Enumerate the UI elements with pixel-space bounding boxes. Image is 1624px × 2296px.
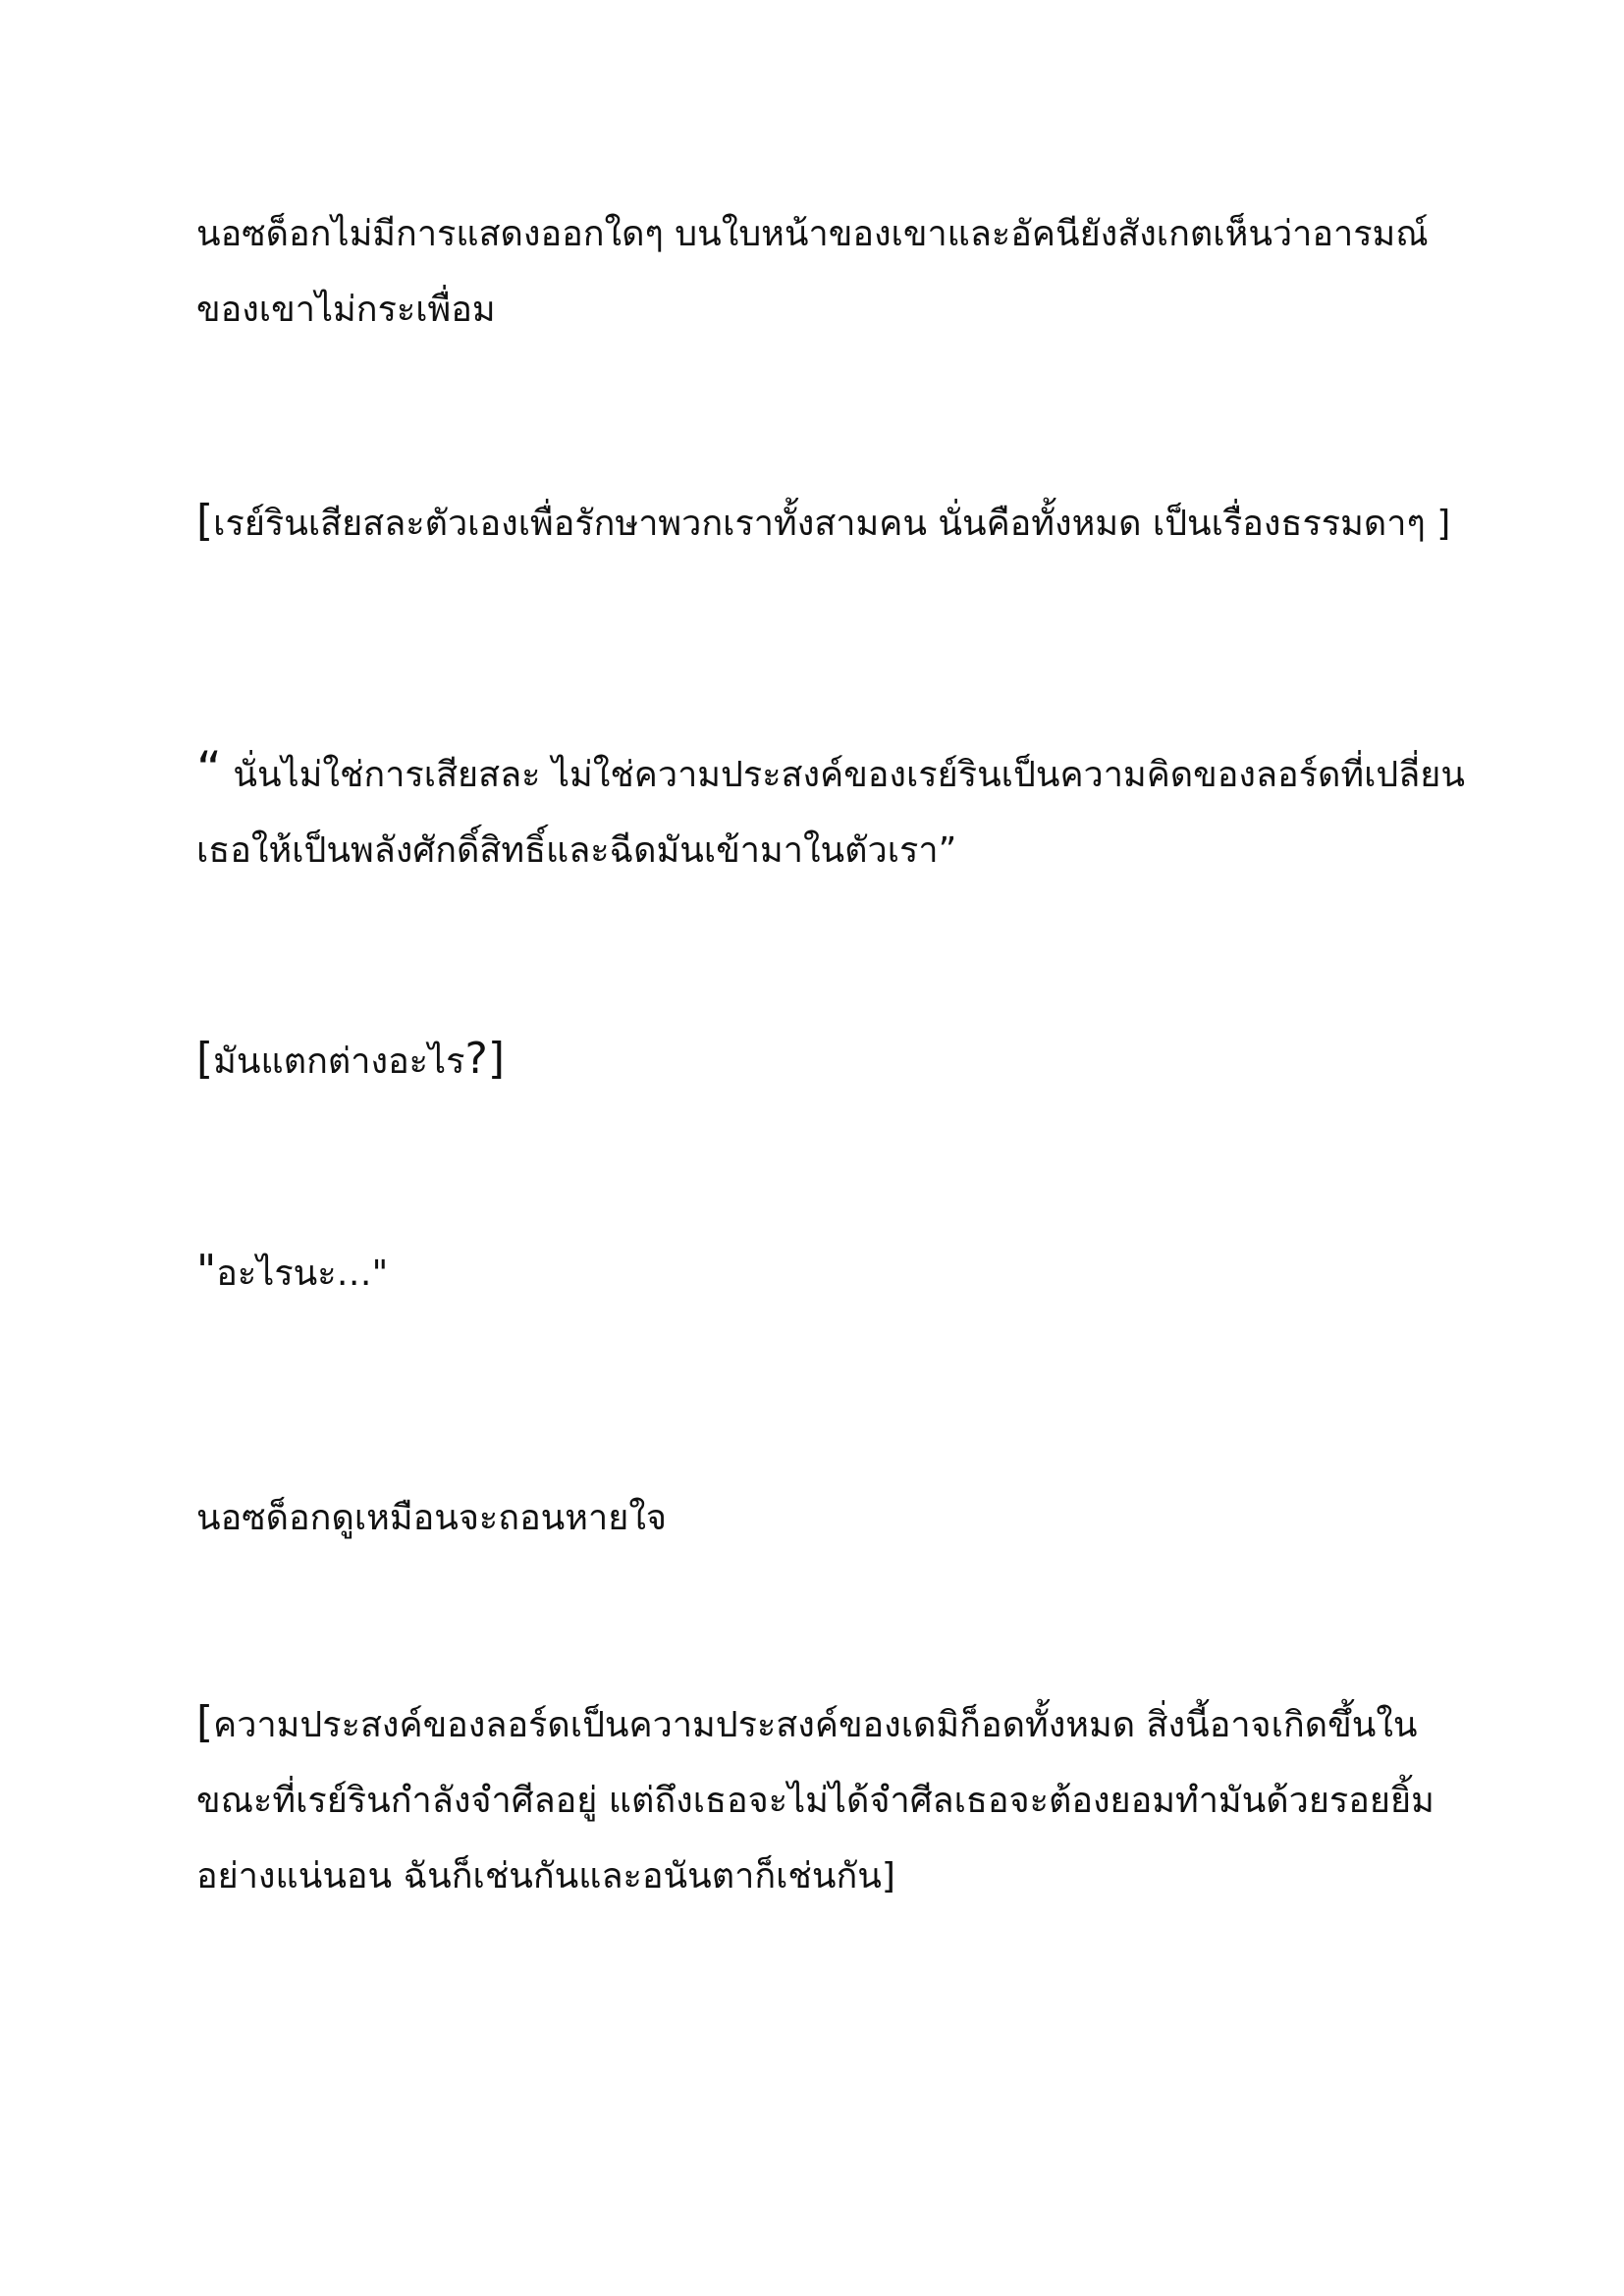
text-line: อย่างแน่นอน ฉันก็เช่นกันและอนันตาก็เช่นกัน] [196,1856,895,1896]
text-line [196,1233,1443,1311]
open-quote: " [196,1246,217,1296]
dialogue-text: อะไรนะ…" [216,1254,389,1294]
open-quote: “ [196,741,222,798]
paragraph-telepathy-2 [196,1021,1443,1099]
text-line [196,1684,1443,1763]
open-bracket: [ [196,1697,214,1747]
question-close-bracket: ?] [464,1034,505,1084]
telepathy-text: ความประสงค์ของลอร์ดเป็นความประสงค์ของเดมิก็อดทั้งหมด สิ่งนี้อาจเกิดขึ้นใน [213,1705,1418,1745]
text-line: ขณะที่เรย์รินกำลังจำศีลอยู่ แต่ถึงเธอจะไม่ได้จำศีลเธอจะต้องยอมทำมันด้วยรอยยิ้ม [196,1781,1435,1821]
text-line: นอซด็อกไม่มีการแสดงออกใดๆ บนใบหน้าของเขาและอัคนียังสังเกตเห็นว่าอารมณ์ [196,214,1429,254]
text-line [196,483,1451,561]
text-line: ของเขาไม่กระเพื่อม [196,290,496,330]
dialogue-text: นั่นไม่ใช่การเสียสละ ไม่ใช่ความประสงค์ของเรย์รินเป็นความคิดของลอร์ดที่เปลี่ยน [221,755,1466,795]
text-line: เธอให้เป็นพลังศักดิ์สิทธิ์และฉีดมันเข้ามาในตัวเรา” [196,830,957,871]
open-bracket: [ [196,1034,214,1084]
paragraph-narration-2 [196,1480,1443,1556]
text-line [196,732,1466,813]
paragraph-dialogue-1 [196,732,1466,888]
paragraph-dialogue-2 [196,1233,1443,1311]
paragraph-telepathy-3 [196,1684,1443,1914]
telepathy-text: เรย์รินเสียสละตัวเองเพื่อรักษาพวกเราทั้งสามคน นั่นคือทั้งหมด เป็นเรื่องธรรมดาๆ ] [213,504,1451,544]
open-bracket: [ [196,496,214,546]
paragraph-telepathy-1 [196,483,1451,561]
telepathy-text: มันแตกต่างอะไร [213,1041,465,1082]
paragraph-narration-1 [196,196,1443,347]
text-line: นอซด็อกดูเหมือนจะถอนหายใจ [196,1498,668,1538]
text-line [196,1021,1443,1099]
